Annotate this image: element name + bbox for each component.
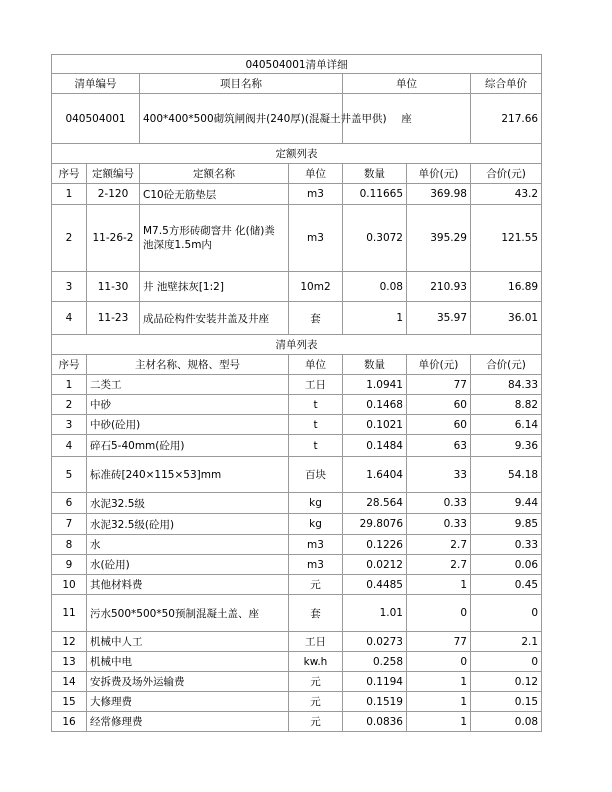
material-row	[52, 535, 542, 555]
summary-header-row	[52, 74, 542, 94]
material-qty: 0.0836	[343, 712, 407, 732]
quota-name: 成品砼构件安装井盖及井座	[140, 302, 289, 335]
material-unit: 元	[289, 575, 343, 595]
material-no: 2	[52, 395, 87, 415]
quota-code: 11-26-2	[87, 205, 140, 272]
quota-row	[52, 205, 542, 272]
material-total: 6.14	[471, 415, 542, 435]
material-no: 6	[52, 493, 87, 514]
material-no: 7	[52, 514, 87, 535]
quota-code: 2-120	[87, 184, 140, 205]
quota-name: 井 池壁抹灰[1:2]	[140, 272, 289, 302]
material-total: 8.82	[471, 395, 542, 415]
material-qty: 0.0273	[343, 632, 407, 652]
material-total: 2.1	[471, 632, 542, 652]
material-price: 2.7	[407, 555, 471, 575]
material-price: 60	[407, 395, 471, 415]
table-title: 040504001清单详细	[52, 55, 542, 74]
material-unit: m3	[289, 535, 343, 555]
material-no: 10	[52, 575, 87, 595]
material-no: 9	[52, 555, 87, 575]
material-total: 9.36	[471, 435, 542, 457]
quota-price: 210.93	[407, 272, 471, 302]
material-total: 0.08	[471, 712, 542, 732]
materials-header-name: 主材名称、规格、型号	[87, 355, 289, 375]
quota-unit: m3	[289, 184, 343, 205]
material-qty: 0.0212	[343, 555, 407, 575]
material-name: 水泥32.5级(砼用)	[87, 514, 289, 535]
material-qty: 0.1194	[343, 672, 407, 692]
material-row	[52, 632, 542, 652]
material-price: 63	[407, 435, 471, 457]
material-total: 9.85	[471, 514, 542, 535]
summary-price: 217.66	[471, 94, 542, 144]
material-total: 0.06	[471, 555, 542, 575]
material-price: 0	[407, 595, 471, 632]
material-price: 1	[407, 575, 471, 595]
material-qty: 0.1484	[343, 435, 407, 457]
material-qty: 0.1519	[343, 692, 407, 712]
material-qty: 0.1226	[343, 535, 407, 555]
material-no: 8	[52, 535, 87, 555]
material-price: 0.33	[407, 514, 471, 535]
material-unit: kg	[289, 493, 343, 514]
quota-qty: 0.08	[343, 272, 407, 302]
material-qty: 0.1468	[343, 395, 407, 415]
material-price: 2.7	[407, 535, 471, 555]
quota-price: 369.98	[407, 184, 471, 205]
quota-unit: 套	[289, 302, 343, 335]
material-name: 机械中人工	[87, 632, 289, 652]
material-unit: 套	[289, 595, 343, 632]
material-name: 水(砼用)	[87, 555, 289, 575]
quota-total: 121.55	[471, 205, 542, 272]
material-unit: 元	[289, 712, 343, 732]
material-price: 1	[407, 672, 471, 692]
material-unit: kw.h	[289, 652, 343, 672]
quota-section-title: 定额列表	[52, 144, 542, 164]
summary-header-price: 综合单价	[471, 74, 542, 94]
material-no: 14	[52, 672, 87, 692]
material-unit: 工日	[289, 375, 343, 395]
quota-row	[52, 302, 542, 335]
quota-code: 11-30	[87, 272, 140, 302]
quota-qty: 0.3072	[343, 205, 407, 272]
quota-header-no: 序号	[52, 164, 87, 184]
material-total: 9.44	[471, 493, 542, 514]
quota-no: 2	[52, 205, 87, 272]
materials-header-row	[52, 355, 542, 375]
material-qty: 1.6404	[343, 457, 407, 493]
quota-unit: m3	[289, 205, 343, 272]
material-name: 标准砖[240×115×53]mm	[87, 457, 289, 493]
material-row	[52, 457, 542, 493]
material-price: 1	[407, 712, 471, 732]
quota-header-row	[52, 164, 542, 184]
material-total: 0.12	[471, 672, 542, 692]
material-name: 二类工	[87, 375, 289, 395]
material-qty: 0.258	[343, 652, 407, 672]
material-row	[52, 652, 542, 672]
quota-header-total: 合价(元)	[471, 164, 542, 184]
material-qty: 29.8076	[343, 514, 407, 535]
quota-row	[52, 184, 542, 205]
quota-header-price: 单价(元)	[407, 164, 471, 184]
material-name: 水	[87, 535, 289, 555]
material-total: 0.45	[471, 575, 542, 595]
material-row	[52, 514, 542, 535]
material-row	[52, 672, 542, 692]
material-row	[52, 395, 542, 415]
quota-header-name: 定额名称	[140, 164, 289, 184]
quota-no: 4	[52, 302, 87, 335]
material-no: 3	[52, 415, 87, 435]
summary-header-name: 项目名称	[140, 74, 343, 94]
material-price: 0	[407, 652, 471, 672]
material-row	[52, 712, 542, 732]
material-qty: 1.0941	[343, 375, 407, 395]
quota-unit: 10m2	[289, 272, 343, 302]
material-name: 大修理费	[87, 692, 289, 712]
material-total: 0	[471, 652, 542, 672]
material-qty: 0.4485	[343, 575, 407, 595]
quota-qty: 0.11665	[343, 184, 407, 205]
material-total: 84.33	[471, 375, 542, 395]
material-row	[52, 595, 542, 632]
material-name: 经常修理费	[87, 712, 289, 732]
material-total: 54.18	[471, 457, 542, 493]
materials-header-price: 单价(元)	[407, 355, 471, 375]
material-row	[52, 493, 542, 514]
material-no: 15	[52, 692, 87, 712]
quota-total: 36.01	[471, 302, 542, 335]
material-total: 0.15	[471, 692, 542, 712]
summary-header-unit: 单位	[343, 74, 471, 94]
quota-no: 3	[52, 272, 87, 302]
quota-price: 395.29	[407, 205, 471, 272]
material-unit: 百块	[289, 457, 343, 493]
material-price: 1	[407, 692, 471, 712]
material-unit: t	[289, 435, 343, 457]
material-no: 11	[52, 595, 87, 632]
material-row	[52, 555, 542, 575]
material-total: 0.33	[471, 535, 542, 555]
quota-header-code: 定额编号	[87, 164, 140, 184]
material-total: 0	[471, 595, 542, 632]
material-price: 33	[407, 457, 471, 493]
quota-total: 43.2	[471, 184, 542, 205]
quota-qty: 1	[343, 302, 407, 335]
summary-unit: 座	[343, 94, 471, 144]
material-no: 4	[52, 435, 87, 457]
materials-header-unit: 单位	[289, 355, 343, 375]
quota-header-unit: 单位	[289, 164, 343, 184]
material-qty: 1.01	[343, 595, 407, 632]
materials-header-qty: 数量	[343, 355, 407, 375]
material-name: 水泥32.5级	[87, 493, 289, 514]
quota-row	[52, 272, 542, 302]
material-name: 污水500*500*50预制混凝土盖、座	[87, 595, 289, 632]
quota-total: 16.89	[471, 272, 542, 302]
material-no: 12	[52, 632, 87, 652]
quota-header-qty: 数量	[343, 164, 407, 184]
material-unit: t	[289, 395, 343, 415]
material-name: 安拆费及场外运输费	[87, 672, 289, 692]
material-no: 5	[52, 457, 87, 493]
material-name: 中砂(砼用)	[87, 415, 289, 435]
material-name: 机械中电	[87, 652, 289, 672]
material-unit: t	[289, 415, 343, 435]
material-row	[52, 375, 542, 395]
material-no: 1	[52, 375, 87, 395]
material-row	[52, 435, 542, 457]
summary-name: 400*400*500砌筑闸阀井(240厚)(混凝土井盖甲供)	[140, 94, 343, 144]
materials-header-no: 序号	[52, 355, 87, 375]
material-row	[52, 692, 542, 712]
summary-header-code: 清单编号	[52, 74, 140, 94]
material-no: 16	[52, 712, 87, 732]
material-name: 中砂	[87, 395, 289, 415]
material-price: 60	[407, 415, 471, 435]
material-qty: 28.564	[343, 493, 407, 514]
material-row	[52, 415, 542, 435]
material-unit: kg	[289, 514, 343, 535]
material-price: 0.33	[407, 493, 471, 514]
material-unit: 元	[289, 672, 343, 692]
material-unit: m3	[289, 555, 343, 575]
material-name: 碎石5-40mm(砼用)	[87, 435, 289, 457]
material-price: 77	[407, 632, 471, 652]
material-no: 13	[52, 652, 87, 672]
quota-code: 11-23	[87, 302, 140, 335]
quota-price: 35.97	[407, 302, 471, 335]
summary-row	[52, 94, 542, 144]
quota-name: C10砼无筋垫层	[140, 184, 289, 205]
material-name: 其他材料费	[87, 575, 289, 595]
material-unit: 元	[289, 692, 343, 712]
material-qty: 0.1021	[343, 415, 407, 435]
materials-section-title: 清单列表	[52, 335, 542, 355]
material-unit: 工日	[289, 632, 343, 652]
materials-header-total: 合价(元)	[471, 355, 542, 375]
material-price: 77	[407, 375, 471, 395]
summary-code: 040504001	[52, 94, 140, 144]
material-row	[52, 575, 542, 595]
quota-no: 1	[52, 184, 87, 205]
quota-name: M7.5方形砖砌窨井 化(储)粪池深度1.5m内	[140, 205, 289, 272]
bill-detail-table	[51, 54, 542, 732]
